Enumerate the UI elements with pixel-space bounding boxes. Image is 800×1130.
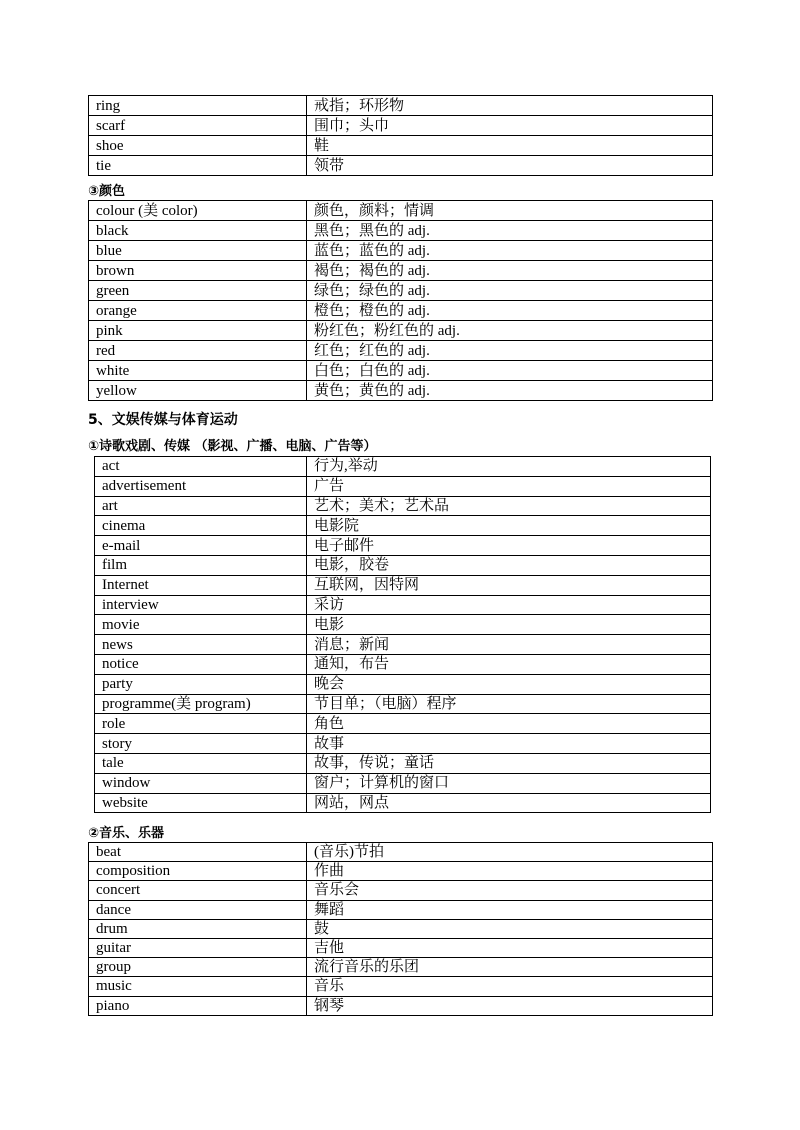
meaning-cell: 颜色，颜料；情调 bbox=[307, 201, 713, 221]
table-row bbox=[89, 156, 713, 176]
meaning-cell: 音乐 bbox=[307, 977, 713, 996]
accessories-table bbox=[88, 95, 713, 176]
word-cell: brown bbox=[89, 261, 307, 281]
table-row bbox=[95, 516, 711, 536]
media-table bbox=[94, 456, 711, 813]
word-cell: beat bbox=[89, 843, 307, 862]
word-cell: cinema bbox=[95, 516, 307, 536]
meaning-cell: 领带 bbox=[307, 156, 713, 176]
meaning-cell: 电子邮件 bbox=[307, 536, 711, 556]
meaning-cell: 蓝色；蓝色的 adj. bbox=[307, 241, 713, 261]
table-row bbox=[89, 321, 713, 341]
table-row bbox=[89, 919, 713, 938]
word-cell: dance bbox=[89, 900, 307, 919]
word-cell: movie bbox=[95, 615, 307, 635]
table-row bbox=[89, 996, 713, 1015]
table-row bbox=[95, 734, 711, 754]
meaning-cell: 电影 bbox=[307, 615, 711, 635]
word-cell: piano bbox=[89, 996, 307, 1015]
meaning-cell: 行为,举动 bbox=[307, 457, 711, 477]
meaning-cell: 鞋 bbox=[307, 136, 713, 156]
meaning-cell: 艺术；美术；艺术品 bbox=[307, 496, 711, 516]
table-row bbox=[89, 843, 713, 862]
meaning-cell: 广告 bbox=[307, 476, 711, 496]
table-row bbox=[95, 595, 711, 615]
word-cell: black bbox=[89, 221, 307, 241]
word-cell: interview bbox=[95, 595, 307, 615]
word-cell: story bbox=[95, 734, 307, 754]
table-row bbox=[95, 555, 711, 575]
word-cell: blue bbox=[89, 241, 307, 261]
meaning-cell: 晚会 bbox=[307, 674, 711, 694]
word-cell: green bbox=[89, 281, 307, 301]
word-cell: music bbox=[89, 977, 307, 996]
table-row bbox=[95, 674, 711, 694]
table-row bbox=[95, 476, 711, 496]
table-row bbox=[89, 938, 713, 957]
meaning-cell: 褐色；褐色的 adj. bbox=[307, 261, 713, 281]
meaning-cell: 舞蹈 bbox=[307, 900, 713, 919]
meaning-cell: 故事 bbox=[307, 734, 711, 754]
meaning-cell: 窗户；计算机的窗口 bbox=[307, 773, 711, 793]
word-cell: composition bbox=[89, 862, 307, 881]
word-cell: art bbox=[95, 496, 307, 516]
meaning-cell: 消息；新闻 bbox=[307, 635, 711, 655]
meaning-cell: 绿色；绿色的 adj. bbox=[307, 281, 713, 301]
media-heading: ①诗歌戏剧、传媒 （影视、广播、电脑、广告等） bbox=[88, 439, 377, 454]
table-row bbox=[95, 536, 711, 556]
table-row bbox=[95, 496, 711, 516]
music-table bbox=[88, 842, 713, 1016]
table-row bbox=[95, 457, 711, 477]
word-cell: party bbox=[95, 674, 307, 694]
table-row bbox=[89, 900, 713, 919]
table-row bbox=[95, 694, 711, 714]
table-row bbox=[89, 96, 713, 116]
meaning-cell: 节目单；（电脑）程序 bbox=[307, 694, 711, 714]
meaning-cell: 电影院 bbox=[307, 516, 711, 536]
meaning-cell: 网站，网点 bbox=[307, 793, 711, 813]
table-row bbox=[89, 361, 713, 381]
meaning-cell: 流行音乐的乐团 bbox=[307, 958, 713, 977]
meaning-cell: 黄色；黄色的 adj. bbox=[307, 381, 713, 401]
word-cell: act bbox=[95, 457, 307, 477]
table-row bbox=[95, 773, 711, 793]
meaning-cell: 黑色；黑色的 adj. bbox=[307, 221, 713, 241]
table-row bbox=[95, 714, 711, 734]
meaning-cell: 白色；白色的 adj. bbox=[307, 361, 713, 381]
meaning-cell: 互联网，因特网 bbox=[307, 575, 711, 595]
table-row bbox=[95, 793, 711, 813]
table-row bbox=[89, 301, 713, 321]
meaning-cell: 橙色；橙色的 adj. bbox=[307, 301, 713, 321]
word-cell: Internet bbox=[95, 575, 307, 595]
word-cell: guitar bbox=[89, 938, 307, 957]
word-cell: red bbox=[89, 341, 307, 361]
word-cell: website bbox=[95, 793, 307, 813]
word-cell: colour (美 color) bbox=[89, 201, 307, 221]
meaning-cell: (音乐)节拍 bbox=[307, 843, 713, 862]
table-row bbox=[89, 136, 713, 156]
meaning-cell: 采访 bbox=[307, 595, 711, 615]
meaning-cell: 围巾；头巾 bbox=[307, 116, 713, 136]
table-row bbox=[89, 221, 713, 241]
table-row bbox=[89, 977, 713, 996]
word-cell: role bbox=[95, 714, 307, 734]
table-row bbox=[95, 615, 711, 635]
word-cell: tie bbox=[89, 156, 307, 176]
meaning-cell: 吉他 bbox=[307, 938, 713, 957]
meaning-cell: 角色 bbox=[307, 714, 711, 734]
word-cell: concert bbox=[89, 881, 307, 900]
table-row bbox=[95, 635, 711, 655]
meaning-cell: 粉红色；粉红色的 adj. bbox=[307, 321, 713, 341]
meaning-cell: 电影，胶卷 bbox=[307, 555, 711, 575]
word-cell: window bbox=[95, 773, 307, 793]
section-heading: 5、文娱传媒与体育运动 bbox=[88, 412, 238, 428]
table-row bbox=[95, 654, 711, 674]
table-row bbox=[89, 261, 713, 281]
meaning-cell: 红色；红色的 adj. bbox=[307, 341, 713, 361]
table-row bbox=[89, 341, 713, 361]
meaning-cell: 通知，布告 bbox=[307, 654, 711, 674]
word-cell: scarf bbox=[89, 116, 307, 136]
meaning-cell: 钢琴 bbox=[307, 996, 713, 1015]
word-cell: white bbox=[89, 361, 307, 381]
music-heading: ②音乐、乐器 bbox=[88, 826, 165, 841]
word-cell: pink bbox=[89, 321, 307, 341]
word-cell: orange bbox=[89, 301, 307, 321]
meaning-cell: 作曲 bbox=[307, 862, 713, 881]
meaning-cell: 戒指；环形物 bbox=[307, 96, 713, 116]
colors-table bbox=[88, 200, 713, 401]
table-row bbox=[95, 753, 711, 773]
word-cell: tale bbox=[95, 753, 307, 773]
table-row bbox=[89, 201, 713, 221]
meaning-cell: 鼓 bbox=[307, 919, 713, 938]
word-cell: notice bbox=[95, 654, 307, 674]
table-row bbox=[89, 862, 713, 881]
word-cell: ring bbox=[89, 96, 307, 116]
word-cell: news bbox=[95, 635, 307, 655]
word-cell: programme(美 program) bbox=[95, 694, 307, 714]
table-row bbox=[89, 958, 713, 977]
word-cell: yellow bbox=[89, 381, 307, 401]
table-row bbox=[89, 881, 713, 900]
word-cell: film bbox=[95, 555, 307, 575]
word-cell: e-mail bbox=[95, 536, 307, 556]
table-row bbox=[89, 241, 713, 261]
word-cell: drum bbox=[89, 919, 307, 938]
table-row bbox=[95, 575, 711, 595]
table-row bbox=[89, 116, 713, 136]
word-cell: advertisement bbox=[95, 476, 307, 496]
table-row bbox=[89, 381, 713, 401]
meaning-cell: 故事，传说；童话 bbox=[307, 753, 711, 773]
colors-heading: ③颜色 bbox=[88, 184, 126, 199]
word-cell: group bbox=[89, 958, 307, 977]
word-cell: shoe bbox=[89, 136, 307, 156]
table-row bbox=[89, 281, 713, 301]
meaning-cell: 音乐会 bbox=[307, 881, 713, 900]
